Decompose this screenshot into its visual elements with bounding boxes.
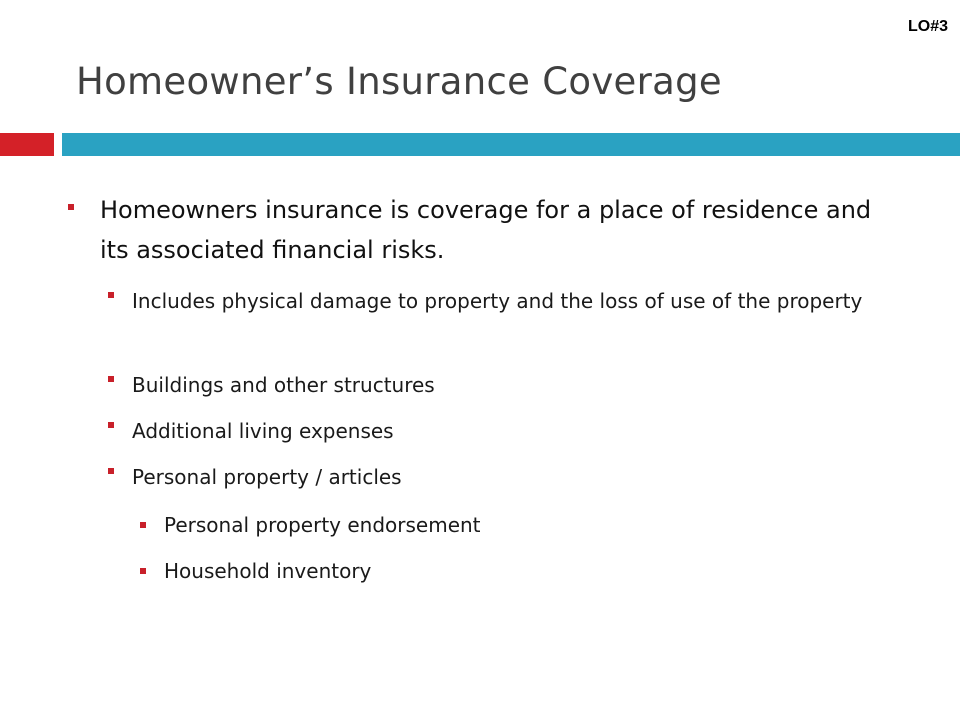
bullet-sub-2 [108, 365, 928, 405]
bullet-square-icon [140, 522, 146, 528]
bullet-square-icon [108, 292, 114, 298]
bullet-square-icon [68, 204, 74, 210]
bullet-subsub-text: Personal property endorsement [164, 513, 481, 537]
bullet-subsub-1 [140, 510, 920, 540]
bullet-square-icon [108, 422, 114, 428]
bullet-sub-text: Includes physical damage to property and the loss of use of the property [132, 289, 863, 313]
accent-bar-teal [62, 133, 960, 156]
bullet-square-icon [108, 468, 114, 474]
slide-title: Homeowner’s Insurance Coverage [76, 60, 722, 103]
bullet-subsub-text: Household inventory [164, 559, 372, 583]
learning-objective-tag: LO#3 [907, 18, 948, 35]
accent-bar-red [0, 133, 54, 156]
bullet-sub-4 [108, 457, 928, 497]
bullet-subsub-2 [140, 556, 920, 586]
bullet-sub-3 [108, 411, 928, 451]
bullet-main-text: Homeowners insurance is coverage for a place of residence and its associated financial risks. [100, 196, 872, 264]
bullet-square-icon [140, 568, 146, 574]
bullet-sub-1 [108, 281, 928, 321]
bullet-sub-text: Personal property / articles [132, 465, 402, 489]
bullet-sub-text: Buildings and other structures [132, 373, 435, 397]
bullet-square-icon [108, 376, 114, 382]
bullet-sub-text: Additional living expenses [132, 419, 394, 443]
bullet-main [68, 190, 948, 270]
